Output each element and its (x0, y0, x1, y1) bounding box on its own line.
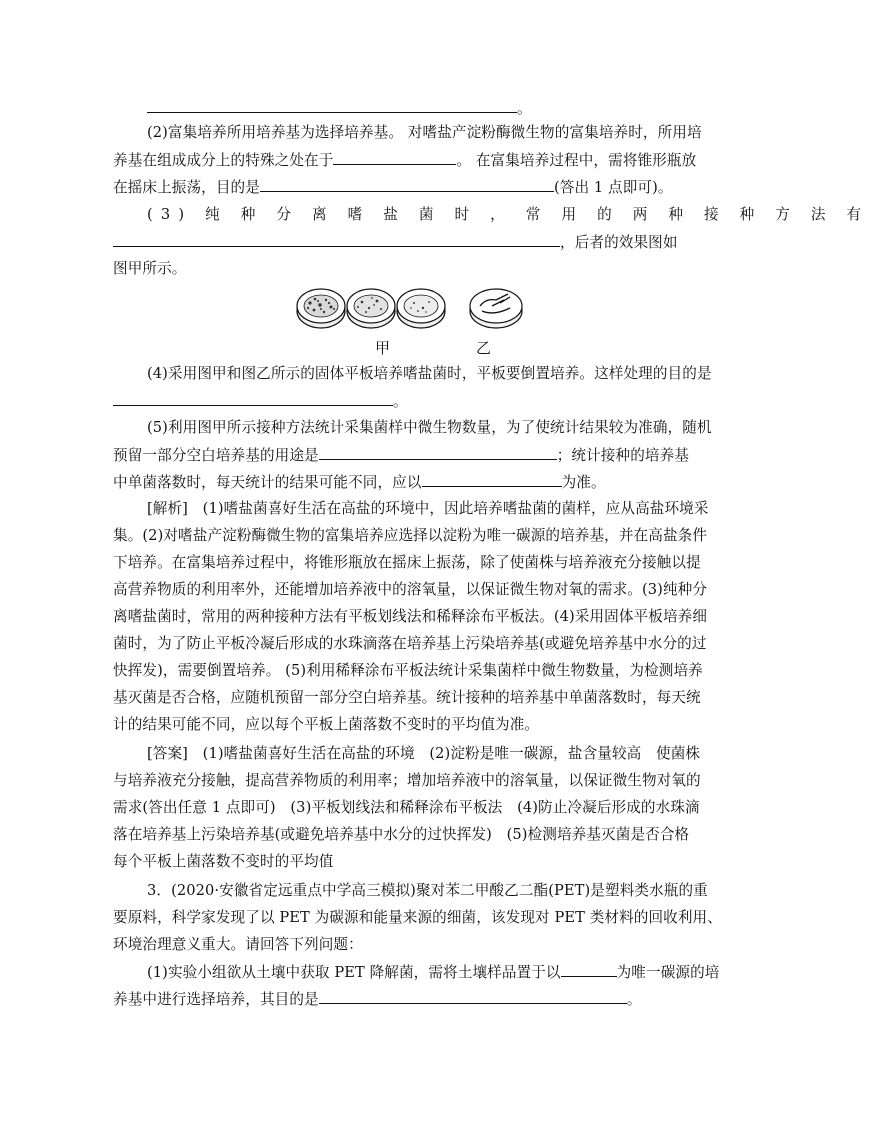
analysis-line-5: 离嗜盐菌时，常用的两种接种方法有平板划线法和稀释涂布平板法。(4)采用固体平板培养细 (113, 608, 708, 625)
line-9: 。 (113, 391, 681, 412)
line-4: 在摇床上振荡，目的是 (答出 1 点即可)。 (113, 179, 673, 196)
question-3-stem-2: 要原料，科学家发现了以 PET 为碳源和能量来源的细菌，该发现对 PET 类材料的回收利用、 (113, 909, 722, 926)
question-3-stem: 3．(2020·安徽省定远重点中学高三模拟)聚对苯二甲酸乙二酯(PET)是塑料类水瓶的重 (147, 882, 708, 899)
answer-blank (561, 962, 617, 977)
answer-blank (113, 232, 560, 247)
question-2: (2)富集培养所用培养基为选择培养基。 对嗜盐产淀粉酶微生物的富集培养时，所用培 (147, 124, 702, 141)
question-3-stem-3: 环境治理意义重大。请回答下列问题： (113, 936, 363, 953)
answer-blank (319, 445, 557, 460)
line-12: 中单菌落数时，每天统计的结果可能不同，应以 为准。 (113, 474, 606, 491)
line-7: 图甲所示。 (113, 260, 187, 277)
analysis-line-6: 菌时，为了防止平板冷凝后形成的水珠滴落在培养基上污染培养基(或避免培养基中水分的过 (113, 635, 707, 652)
answer-blank (319, 989, 627, 1004)
analysis-line-1: [解析] (1)嗜盐菌喜好生活在高盐的环境中，因此培养嗜盐菌的菌样，应从高盐环境采 (147, 500, 709, 517)
line-6: ，后者的效果图如 (113, 232, 681, 253)
line-1: 。 (147, 98, 681, 119)
line-3: 养基在组成成分上的特殊之处在于 。 在富集培养过程中，需将锥形瓶放 (113, 152, 697, 169)
line-11: 预留一部分空白培养基的用途是 ；统计接种的培养基 (113, 447, 689, 464)
answer-line-3: 需求(答出任意 1 点即可) (3)平板划线法和稀释涂布平板法 (4)防止冷凝后形成的水珠滴 (113, 799, 700, 816)
question-5: (5)利用图甲所示接种方法统计采集菌样中微生物数量，为了使统计结果较为准确，随机 (147, 419, 712, 436)
analysis-line-9: 计的结果可能不同，应以每个平板上菌落数不变时的平均值为准。 (113, 716, 540, 733)
answer-line-2: 与培养液充分接触，提高营养物质的利用率；增加培养液中的溶氧量，以保证微生物对氧的 (113, 772, 701, 789)
question-3-part-1: (1)实验小组欲从土壤中获取 PET 降解菌，需将土壤样品置于以 为唯一碳源的培 (147, 964, 720, 981)
petri-dish-figure (296, 284, 536, 334)
analysis-line-7: 快挥发)，需要倒置培养。 (5)利用稀释涂布平板法统计采集菌样中微生物数量，为检测培养 (113, 662, 703, 679)
analysis-line-2: 集。(2)对嗜盐产淀粉酶微生物的富集培养应选择以淀粉为唯一碳源的培养基，并在高盐条件 (113, 527, 708, 544)
answer-blank (333, 150, 456, 165)
answer-line-4: 落在培养基上污染培养基(或避免培养基中水分的过快挥发) (5)检测培养基灭菌是否合格 (113, 826, 690, 843)
analysis-line-8: 基灭菌是否合格，应随机预留一部分空白培养基。统计接种的培养基中单菌落数时，每天统 (113, 689, 701, 706)
question-3: (3) 纯 种 分 离 嗜 盐 菌 时 ， 常 用 的 两 种 接 种 方 法 有 (147, 206, 869, 223)
figure-label-yi: 乙 (476, 339, 492, 357)
petri-dishes-illustration (296, 284, 536, 334)
figure-label-jia: 甲 (375, 339, 391, 357)
line-31: 养基中进行选择培养，其目的是 。 (113, 991, 642, 1008)
answer-blank (147, 98, 517, 113)
answer-blank (113, 391, 393, 406)
answer-blank (260, 177, 554, 192)
analysis-line-4: 高营养物质的利用率外，还能增加培养液中的溶氧量，以保证微生物对氧的需求。(3)纯种分 (113, 581, 708, 598)
answer-line-1: [答案] (1)嗜盐菌喜好生活在高盐的环境 (2)淀粉是唯一碳源，盐含量较高 使菌株 (147, 745, 701, 762)
answer-blank (422, 472, 562, 487)
analysis-line-3: 下培养。在富集培养过程中，将锥形瓶放在摇床上振荡，除了使菌株与培养液充分接触以提 (113, 554, 701, 571)
question-4: (4)采用图甲和图乙所示的固体平板培养嗜盐菌时，平板要倒置培养。这样处理的目的是 (147, 365, 712, 382)
answer-line-5: 每个平板上菌落数不变时的平均值 (113, 853, 334, 870)
